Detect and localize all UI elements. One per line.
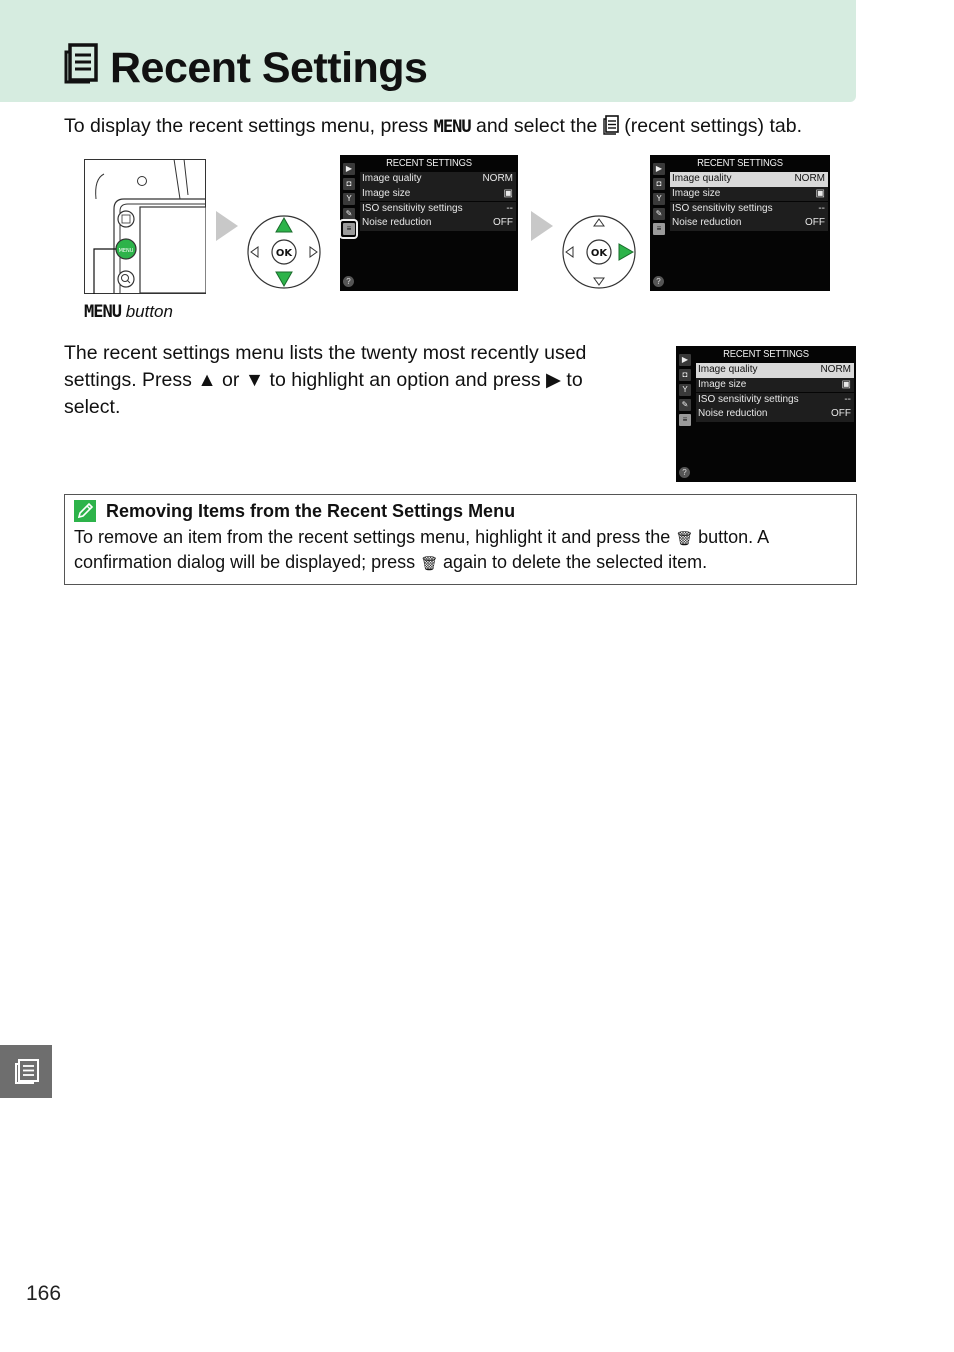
note-text-2: button. A bbox=[693, 527, 770, 547]
trash-icon: 🗑 bbox=[420, 555, 438, 571]
menu-button-caption bbox=[84, 301, 173, 323]
menu-button-word: MENU bbox=[84, 302, 121, 322]
body-line-1: The recent settings menu lists the twenty most recently used bbox=[64, 342, 587, 364]
recent-settings-icon bbox=[64, 42, 100, 95]
retouch-tab-icon: ✎ bbox=[679, 399, 691, 411]
screen-row: Noise reduction OFF bbox=[670, 216, 828, 231]
screen-title: RECENT SETTINGS bbox=[723, 348, 809, 360]
playback-tab-icon: ▶ bbox=[653, 163, 665, 175]
note-text-3: confirmation dialog will be displayed; press bbox=[74, 552, 421, 572]
screen-title: RECENT SETTINGS bbox=[697, 157, 783, 169]
step-arrow-icon bbox=[214, 209, 242, 243]
recent-tab-icon: ≡ bbox=[679, 414, 691, 426]
screen-row: Noise reduction OFF bbox=[360, 216, 516, 231]
screen-row: Noise reduction OFF bbox=[696, 407, 854, 422]
screen-row-selected: Image quality NORM bbox=[670, 172, 828, 187]
retouch-tab-icon: ✎ bbox=[343, 208, 355, 220]
note-heading-text: Removing Items from the Recent Settings Menu bbox=[106, 500, 516, 521]
recent-settings-screen-3 bbox=[676, 346, 856, 482]
recent-settings-screen-1 bbox=[340, 155, 518, 291]
menu-button-word: MENU bbox=[433, 117, 471, 137]
screen-row: ISO sensitivity settings -- bbox=[696, 393, 854, 408]
help-icon: ? bbox=[343, 276, 354, 287]
setup-tab-icon: Y bbox=[679, 384, 691, 396]
trash-icon: 🗑 bbox=[675, 530, 694, 546]
screen-row: Image size ▣ bbox=[670, 187, 828, 202]
screen-row: ISO sensitivity settings -- bbox=[670, 202, 828, 217]
down-arrow-icon: ▼ bbox=[244, 369, 265, 391]
body-or: or bbox=[216, 369, 245, 391]
playback-tab-icon: ▶ bbox=[679, 354, 691, 366]
camera-back-illustration bbox=[84, 159, 206, 294]
screen-row: Image quality NORM bbox=[360, 172, 516, 187]
dial-ok-label: OK bbox=[590, 248, 608, 259]
note-heading bbox=[74, 500, 515, 522]
recent-settings-screen-2 bbox=[650, 155, 830, 291]
body-paragraph bbox=[64, 340, 654, 421]
multi-selector-right-icon bbox=[561, 214, 637, 290]
page-title-text: Recent Settings bbox=[110, 43, 428, 92]
playback-tab-icon: ▶ bbox=[343, 163, 355, 175]
right-arrow-icon: ▶ bbox=[546, 369, 561, 391]
help-icon: ? bbox=[679, 467, 690, 478]
section-side-tab bbox=[0, 1045, 52, 1098]
recent-settings-icon bbox=[603, 115, 619, 142]
note-body bbox=[74, 525, 844, 575]
pencil-note-icon bbox=[74, 500, 96, 522]
camera-menu-button-label: MENU bbox=[118, 248, 134, 254]
screen-title: RECENT SETTINGS bbox=[386, 157, 472, 169]
help-icon: ? bbox=[653, 276, 664, 287]
intro-text-2: and select the bbox=[470, 115, 603, 137]
recent-tab-highlight bbox=[340, 219, 358, 239]
screen-row-selected: Image quality NORM bbox=[696, 363, 854, 378]
body-line-3: select. bbox=[64, 396, 121, 418]
screen-side-tabs bbox=[676, 354, 693, 482]
up-arrow-icon: ▲ bbox=[197, 369, 217, 391]
step-arrow-icon bbox=[529, 209, 557, 243]
screen-row: ISO sensitivity settings -- bbox=[360, 202, 516, 217]
setup-tab-icon: Y bbox=[343, 193, 355, 205]
note-text-1: To remove an item from the recent settings menu, highlight it and press the bbox=[74, 527, 676, 547]
menu-button-caption-text: button bbox=[125, 302, 173, 321]
page-number: 166 bbox=[26, 1282, 62, 1305]
recent-tab-icon: ≡ bbox=[343, 223, 355, 235]
screen-side-tabs bbox=[650, 163, 667, 291]
shooting-tab-icon: ◘ bbox=[343, 178, 355, 190]
shooting-tab-icon: ◘ bbox=[679, 369, 691, 381]
body-line-2b: to highlight an option and press bbox=[264, 369, 546, 391]
dial-ok-label: OK bbox=[275, 248, 293, 259]
intro-text-1: To display the recent settings menu, press bbox=[64, 115, 434, 137]
screen-row: Image size ▣ bbox=[360, 187, 516, 202]
page-title bbox=[64, 40, 427, 96]
multi-selector-up-down-icon bbox=[246, 214, 322, 290]
shooting-tab-icon: ◘ bbox=[653, 178, 665, 190]
retouch-tab-icon: ✎ bbox=[653, 208, 665, 220]
intro-text-3: (recent settings) tab. bbox=[618, 115, 802, 137]
note-text-4: again to delete the selected item. bbox=[437, 552, 708, 572]
setup-tab-icon: Y bbox=[653, 193, 665, 205]
body-line-2a: settings. Press bbox=[64, 369, 198, 391]
screen-row: Image size ▣ bbox=[696, 378, 854, 393]
note-box bbox=[64, 494, 857, 585]
intro-paragraph bbox=[64, 113, 864, 142]
recent-settings-icon bbox=[14, 1058, 40, 1085]
recent-tab-icon: ≡ bbox=[653, 223, 665, 235]
body-line-2c: to bbox=[561, 369, 583, 391]
